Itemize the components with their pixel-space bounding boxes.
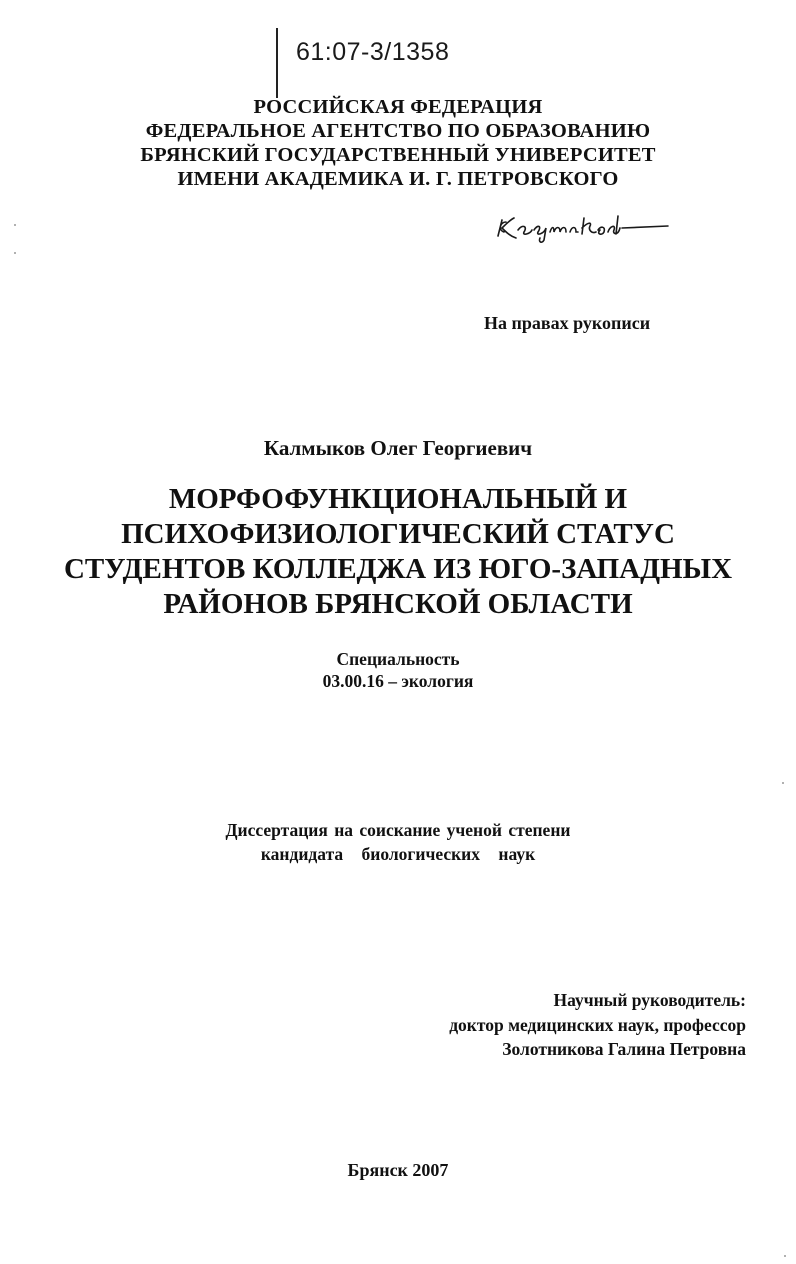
scan-speck bbox=[14, 224, 16, 226]
title-line: СТУДЕНТОВ КОЛЛЕДЖА ИЗ ЮГО-ЗАПАДНЫХ bbox=[63, 553, 733, 585]
supervisor-name: Золотникова Галина Петровна bbox=[502, 1039, 746, 1059]
city-year: Брянск 2007 bbox=[347, 1160, 449, 1180]
title-line: РАЙОНОВ БРЯНСКОЙ ОБЛАСТИ bbox=[163, 588, 633, 620]
title-line: МОРФОФУНКЦИОНАЛЬНЫЙ И bbox=[168, 483, 628, 515]
supervisor-credentials: доктор медицинских наук, профессор bbox=[449, 1014, 746, 1035]
archive-stamp-code: 61:07-3/1358 bbox=[296, 38, 450, 66]
header-line: ИМЕНИ АКАДЕМИКА И. Г. ПЕТРОВСКОГО bbox=[177, 168, 619, 190]
specialty-label: Специальность bbox=[336, 649, 460, 669]
manuscript-rights-note: На правах рукописи bbox=[484, 313, 651, 333]
specialty-block bbox=[0, 648, 796, 692]
specialty-value: 03.00.16 – экология bbox=[322, 671, 474, 691]
dissertation-title bbox=[0, 482, 796, 622]
header-line: ФЕДЕРАЛЬНОЕ АГЕНТСТВО ПО ОБРАЗОВАНИЮ bbox=[145, 120, 651, 142]
stamp-bar bbox=[276, 28, 278, 98]
supervisor-label: Научный руководитель: bbox=[553, 990, 746, 1010]
scan-speck bbox=[14, 252, 16, 254]
supervisor-block bbox=[449, 988, 746, 1062]
institution-header bbox=[0, 95, 796, 191]
header-line: БРЯНСКИЙ ГОСУДАРСТВЕННЫЙ УНИВЕРСИТЕТ bbox=[140, 144, 656, 166]
handwritten-signature bbox=[492, 200, 672, 248]
author-name: Калмыков Олег Георгиевич bbox=[263, 436, 533, 460]
header-line: РОССИЙСКАЯ ФЕДЕРАЦИЯ bbox=[253, 96, 543, 118]
title-line: ПСИХОФИЗИОЛОГИЧЕСКИЙ СТАТУС bbox=[121, 518, 675, 550]
scan-speck bbox=[782, 782, 784, 784]
scan-speck bbox=[784, 1255, 786, 1257]
degree-block bbox=[0, 818, 796, 866]
degree-line: кандидата биологических наук bbox=[260, 844, 536, 864]
degree-line: Диссертация на соискание ученой степени bbox=[225, 820, 571, 840]
